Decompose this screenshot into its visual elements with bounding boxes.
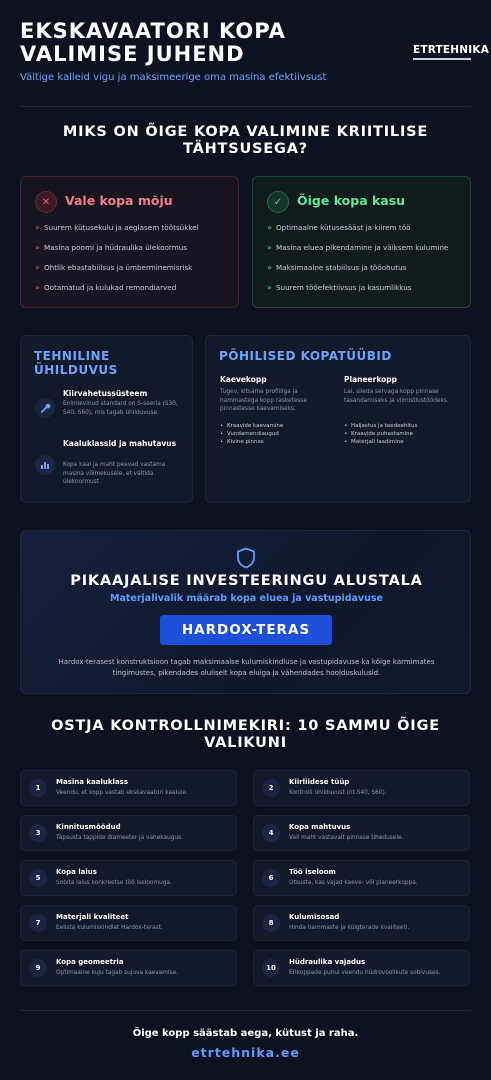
list-item: » Ootamatud ja kulukad remondiarved <box>35 283 230 303</box>
good-bucket-title: Õige kopa kasu <box>297 193 406 208</box>
tech-compat-title: TEHNILINE ÜHILDUVUS <box>34 349 118 377</box>
checklist-step <box>253 770 470 806</box>
checklist-step <box>253 950 470 986</box>
divider <box>20 1010 471 1011</box>
step-desc: Sobita laius konkreetse töö iseloomuga. <box>56 880 172 886</box>
step-title: Kopa laius <box>56 868 97 876</box>
divider <box>20 106 471 107</box>
checklist-step <box>20 815 237 851</box>
hardox-badge: HARDOX-TERAS <box>160 615 332 645</box>
checklist-step <box>20 905 237 941</box>
step-number: 4 <box>262 824 280 842</box>
list-item: » Ohtlik ebastabiilsus ja ümberminemisrisk <box>35 263 230 283</box>
list-item: » Masina poomi ja hüdraulika ülekoormus <box>35 243 230 263</box>
type-title: Planeerkopp <box>344 375 398 384</box>
step-title: Masina kaaluklass <box>56 778 128 786</box>
step-number: 10 <box>262 959 280 977</box>
list-item: » Masina eluea pikendamine ja väiksem kulumine <box>267 243 462 263</box>
checklist-step <box>253 815 470 851</box>
type-desc: Lai, sileda servaga kopp pinnase tasandamiseks ja viimistlustöödeks. <box>344 389 449 404</box>
step-title: Kiirliidese tüüp <box>289 778 350 786</box>
brand-logo[interactable]: ETRTEHNIKA <box>413 44 471 60</box>
step-desc: Veendu, et kopp vastab ekskavaatori kaalule. <box>56 790 188 796</box>
checklist-step <box>20 860 237 896</box>
investment-title: PIKAAJALISE INVESTEERINGU ALUSTALA <box>70 573 423 589</box>
step-title: Kopa mahtuvus <box>289 823 351 831</box>
step-desc: Vali maht vastavalt pinnase tihedusele. <box>289 835 404 841</box>
step-desc: Optimaalne kuju tagab sujuva kaevamise. <box>56 970 178 976</box>
step-number: 1 <box>29 779 47 797</box>
step-desc: Eelista kulumiskindlat Hardox-terast. <box>56 925 163 931</box>
step-number: 9 <box>29 959 47 977</box>
bad-bucket-title: Vale kopa mõju <box>65 193 173 208</box>
tech-compat-card <box>20 335 193 503</box>
page-subtitle: Vältige kalleid vigu ja maksimeerige oma masina efektiivsust <box>20 72 327 83</box>
step-desc: Otsusta, kas vajad kaeve- või planeerkoppa. <box>289 880 418 886</box>
step-title: Hüdraulika vajadus <box>289 958 366 966</box>
step-number: 6 <box>262 869 280 887</box>
step-desc: Hinda hammaste ja külgterade kvaliteeti. <box>289 925 410 931</box>
investment-subtitle: Materjalivalik määrab kopa eluea ja vastupidavuse <box>110 593 383 604</box>
good-bucket-benefits-box <box>252 176 471 308</box>
step-number: 3 <box>29 824 47 842</box>
checklist-step <box>20 770 237 806</box>
type-use-list <box>220 422 283 446</box>
list-item: • Kraavide puhastamine <box>344 430 417 438</box>
bucket-types-title: PÕHILISED KOPATÜÜBID <box>219 349 392 363</box>
header <box>20 19 490 106</box>
checklist-step <box>20 950 237 986</box>
step-desc: Erikoppade puhul veendu hüdrovoolikute sobivuses. <box>289 970 441 976</box>
list-item: • Vundamendiaugud <box>220 430 283 438</box>
list-item: • Haljastus ja teedeehitus <box>344 422 417 430</box>
page-title: EKSKAVAATORI KOPA VALIMISE JUHEND <box>20 19 286 66</box>
footer-website-link[interactable]: etrtehnika.ee <box>191 1045 300 1060</box>
checklist-step <box>253 860 470 896</box>
list-item: » Maksimaalne stabiilsus ja tööohutus <box>267 263 462 283</box>
feature-desc: Kopa kaal ja maht peavad vastama masina võimekusele, et vältida ülekoormust. <box>63 462 166 485</box>
list-item: • Kraavide kaevamine <box>220 422 283 430</box>
good-bucket-list <box>267 223 462 303</box>
wrench-icon <box>35 398 55 418</box>
step-number: 5 <box>29 869 47 887</box>
step-title: Töö iseloom <box>289 868 336 876</box>
investment-desc: Hardox-terasest konstruktsioon tagab maksimaalse kulumiskindluse ja vastupidavuse ka kõige karmimates tingimustes, pikendades oluliselt kopa eluiga ja vähendades hoolduskulusid. <box>58 658 435 677</box>
list-item: • Materjali laadimine <box>344 438 417 446</box>
list-item: » Suurem tööefektiivsus ja kasumlikkus <box>267 283 462 303</box>
footer-tagline: Õige kopp säästab aega, kütust ja raha. <box>132 1028 359 1039</box>
checklist-title: OSTJA KONTROLLNIMEKIRI: 10 SAMMU ÕIGE VALIKUNI <box>51 718 440 751</box>
step-number: 2 <box>262 779 280 797</box>
type-use-list <box>344 422 417 446</box>
feature-title: Kaaluklassid ja mahutavus <box>63 439 177 448</box>
feature-desc: Enimlevinud standard on S-seeria (S30, S40, S60), mis tagab ühilduvuse. <box>63 401 178 416</box>
step-desc: Täpsusta tappide diameeter ja vahekaugus. <box>56 835 183 841</box>
type-title: Kaevekopp <box>220 375 267 384</box>
investment-banner <box>20 530 471 694</box>
checklist-step <box>253 905 470 941</box>
feature-title: Kiirvahetussüsteem <box>63 389 148 398</box>
step-desc: Kontrolli ühilduvust (nt S40, S60). <box>289 790 387 796</box>
x-circle-icon: ✕ <box>35 191 57 213</box>
step-title: Materjali kvaliteet <box>56 913 129 921</box>
check-circle-icon: ✓ <box>267 191 289 213</box>
step-number: 7 <box>29 914 47 932</box>
bar-chart-icon <box>35 455 55 475</box>
list-item: » Suurem kütusekulu ja aeglasem töötsükkel <box>35 223 230 243</box>
type-desc: Tugev, kitsama profiiliga ja hammastega kopp rasketesse pinnastesse kaevamiseks. <box>220 389 308 412</box>
step-title: Kinnitusmõõdud <box>56 823 121 831</box>
list-item: • Kivine pinnas <box>220 438 283 446</box>
step-number: 8 <box>262 914 280 932</box>
why-section-title: MIKS ON ÕIGE KOPA VALIMINE KRIITILISE TÄHTSUSEGA? <box>62 124 429 157</box>
shield-icon <box>236 547 256 569</box>
bad-bucket-effects-box <box>20 176 239 308</box>
bad-bucket-list <box>35 223 230 303</box>
step-title: Kopa geomeetria <box>56 958 124 966</box>
list-item: » Optimaalne kütusesääst ja kiirem töö <box>267 223 462 243</box>
bucket-types-card <box>205 335 471 503</box>
step-title: Kulumisosad <box>289 913 340 921</box>
